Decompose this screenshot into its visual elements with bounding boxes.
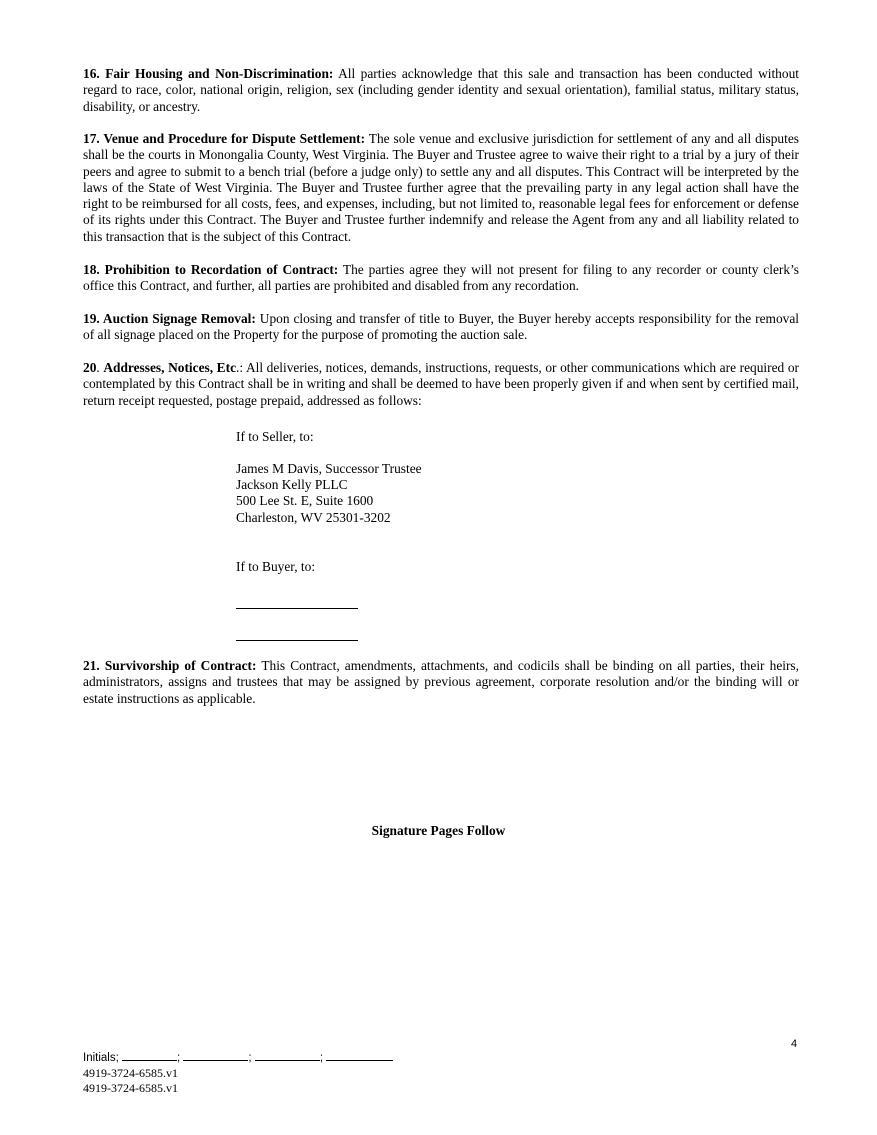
document-id: 4919-3724-6585.v1 [83,1066,178,1080]
seller-address-line: James M Davis, Successor Trustee [236,461,422,476]
initials-blank [122,1050,177,1061]
buyer-address-blank-line [236,640,358,641]
initials-separator: ; [248,1052,252,1064]
initials-label: Initials; [83,1052,119,1064]
section-18 [83,262,799,295]
section-19-text: Upon closing and transfer of title to Buyer, the Buyer hereby accepts responsibility for the removal of all signage placed on the Property for the purpose of promoting the auction sale. [83,311,799,343]
section-19 [83,311,799,344]
seller-address-label: If to Seller, to: [236,429,314,444]
section-21-heading: 21. Survivorship of Contract: [83,658,257,673]
section-16-heading: 16. Fair Housing and Non-Discrimination: [83,66,334,81]
section-17-heading: 17. Venue and Procedure for Dispute Settlement: [83,131,366,146]
section-17-text: The sole venue and exclusive jurisdiction for settlement of any and all disputes shall be the courts in Monongalia County, West Virginia. The Buyer and Trustee agree to waive their right to a trial by a jury of their peers and agree to submit to a bench trial (before a judge only) to settle any and all disputes. This Contract will be interpreted by the laws of the State of West Virginia. The Buyer and Trustee further agree that the prevailing party in any legal action shall have the right to be reimbursed for all costs, fees, and expenses, including, but not limited to, reasonable legal fees for enforcement or defense of its rights under this Contract. The Buyer and Trustee further indemnify and release the Agent from any and all liability related to this transaction that is the subject of this Contract. [83,131,799,244]
signature-pages-note: Signature Pages Follow [371,823,506,838]
section-20-dot: . [96,360,104,375]
section-18-text: The parties agree they will not present for filing to any recorder or county clerk’s office this Contract, and further, all parties are prohibited and disabled from any recordation. [83,262,800,294]
document-id: 4919-3724-6585.v1 [83,1081,178,1095]
section-17 [83,131,799,245]
seller-address-line: Charleston, WV 25301-3202 [236,510,391,525]
section-20-number: 20 [83,360,97,375]
section-19-heading: 19. Auction Signage Removal: [83,311,256,326]
section-16-text: All parties acknowledge that this sale and transaction has been conducted without regard to race, color, national origin, religion, sex (including gender identity and sexual orientation), familial status, military status, disability, or ancestry. [83,66,799,114]
section-20 [83,360,799,409]
section-20-heading: Addresses, Notices, Etc [103,360,237,375]
initials-blank [183,1050,248,1061]
section-21-text: This Contract, amendments, attachments, and codicils shall be binding on all parties, their heirs, administrators, assigns and trustees that may be assigned by previous agreement, corporate resolution and/or the binding will or estate instructions as applicable. [83,658,799,706]
initials-separator: ; [177,1052,181,1064]
buyer-address-blank-line [236,608,358,609]
section-18-heading: 18. Prohibition to Recordation of Contract: [83,262,339,277]
section-16 [83,66,799,115]
page-number: 4 [791,1038,798,1050]
seller-address-line: 500 Lee St. E, Suite 1600 [236,493,374,508]
section-20-text: .: All deliveries, notices, demands, instructions, requests, or other communications which are required or contemplated by this Contract shall be in writing and shall be deemed to have been properly given if and when sent by certified mail, return receipt requested, postage prepaid, addressed as follows: [83,360,799,408]
initials-separator: ; [319,1052,324,1064]
initials-blank [326,1050,393,1061]
buyer-address-label: If to Buyer, to: [236,559,316,574]
initials-blank [255,1050,320,1061]
seller-address-line: Jackson Kelly PLLC [236,477,348,492]
section-21 [83,658,799,707]
initials-line [83,1050,393,1064]
